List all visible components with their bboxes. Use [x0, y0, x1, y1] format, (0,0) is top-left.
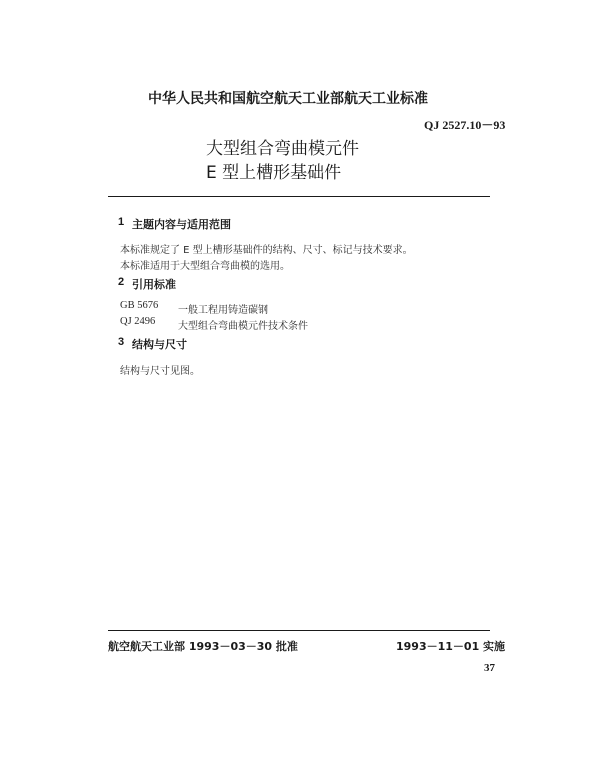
footer-divider	[108, 630, 490, 631]
section-1-title: 主题内容与适用范围	[132, 218, 231, 231]
standard-number: QJ 2527.10－93	[424, 118, 506, 132]
section-2-number: 2	[118, 276, 125, 288]
implementation-date: 1993－11－01 实施	[396, 640, 506, 653]
header-divider	[108, 196, 490, 197]
section-1-paragraph-2: 本标准适用于大型组合弯曲模的选用。	[120, 261, 290, 272]
reference-name-2: 大型组合弯曲模元件技术条件	[178, 321, 308, 332]
reference-code-2: QJ 2496	[120, 316, 156, 327]
section-2-title: 引用标准	[132, 278, 176, 291]
section-1-number: 1	[118, 216, 125, 228]
approval-line: 航空航天工业部 1993－03－30 批准	[108, 640, 298, 653]
reference-code-1: GB 5676	[120, 300, 159, 311]
reference-name-1: 一般工程用铸造碳钢	[178, 305, 268, 316]
issuing-authority: 中华人民共和国航空航天工业部航天工业标准	[148, 91, 428, 107]
section-3-title: 结构与尺寸	[132, 338, 187, 351]
document-title-line-2: E 型上槽形基础件	[206, 163, 342, 183]
section-1-paragraph-1: 本标准规定了 E 型上槽形基础件的结构、尺寸、标记与技术要求。	[120, 245, 413, 256]
section-3-number: 3	[118, 336, 125, 348]
document-title-line-1: 大型组合弯曲模元件	[206, 139, 359, 159]
page-number: 37	[484, 662, 495, 674]
section-3-paragraph-1: 结构与尺寸见图。	[120, 366, 200, 377]
